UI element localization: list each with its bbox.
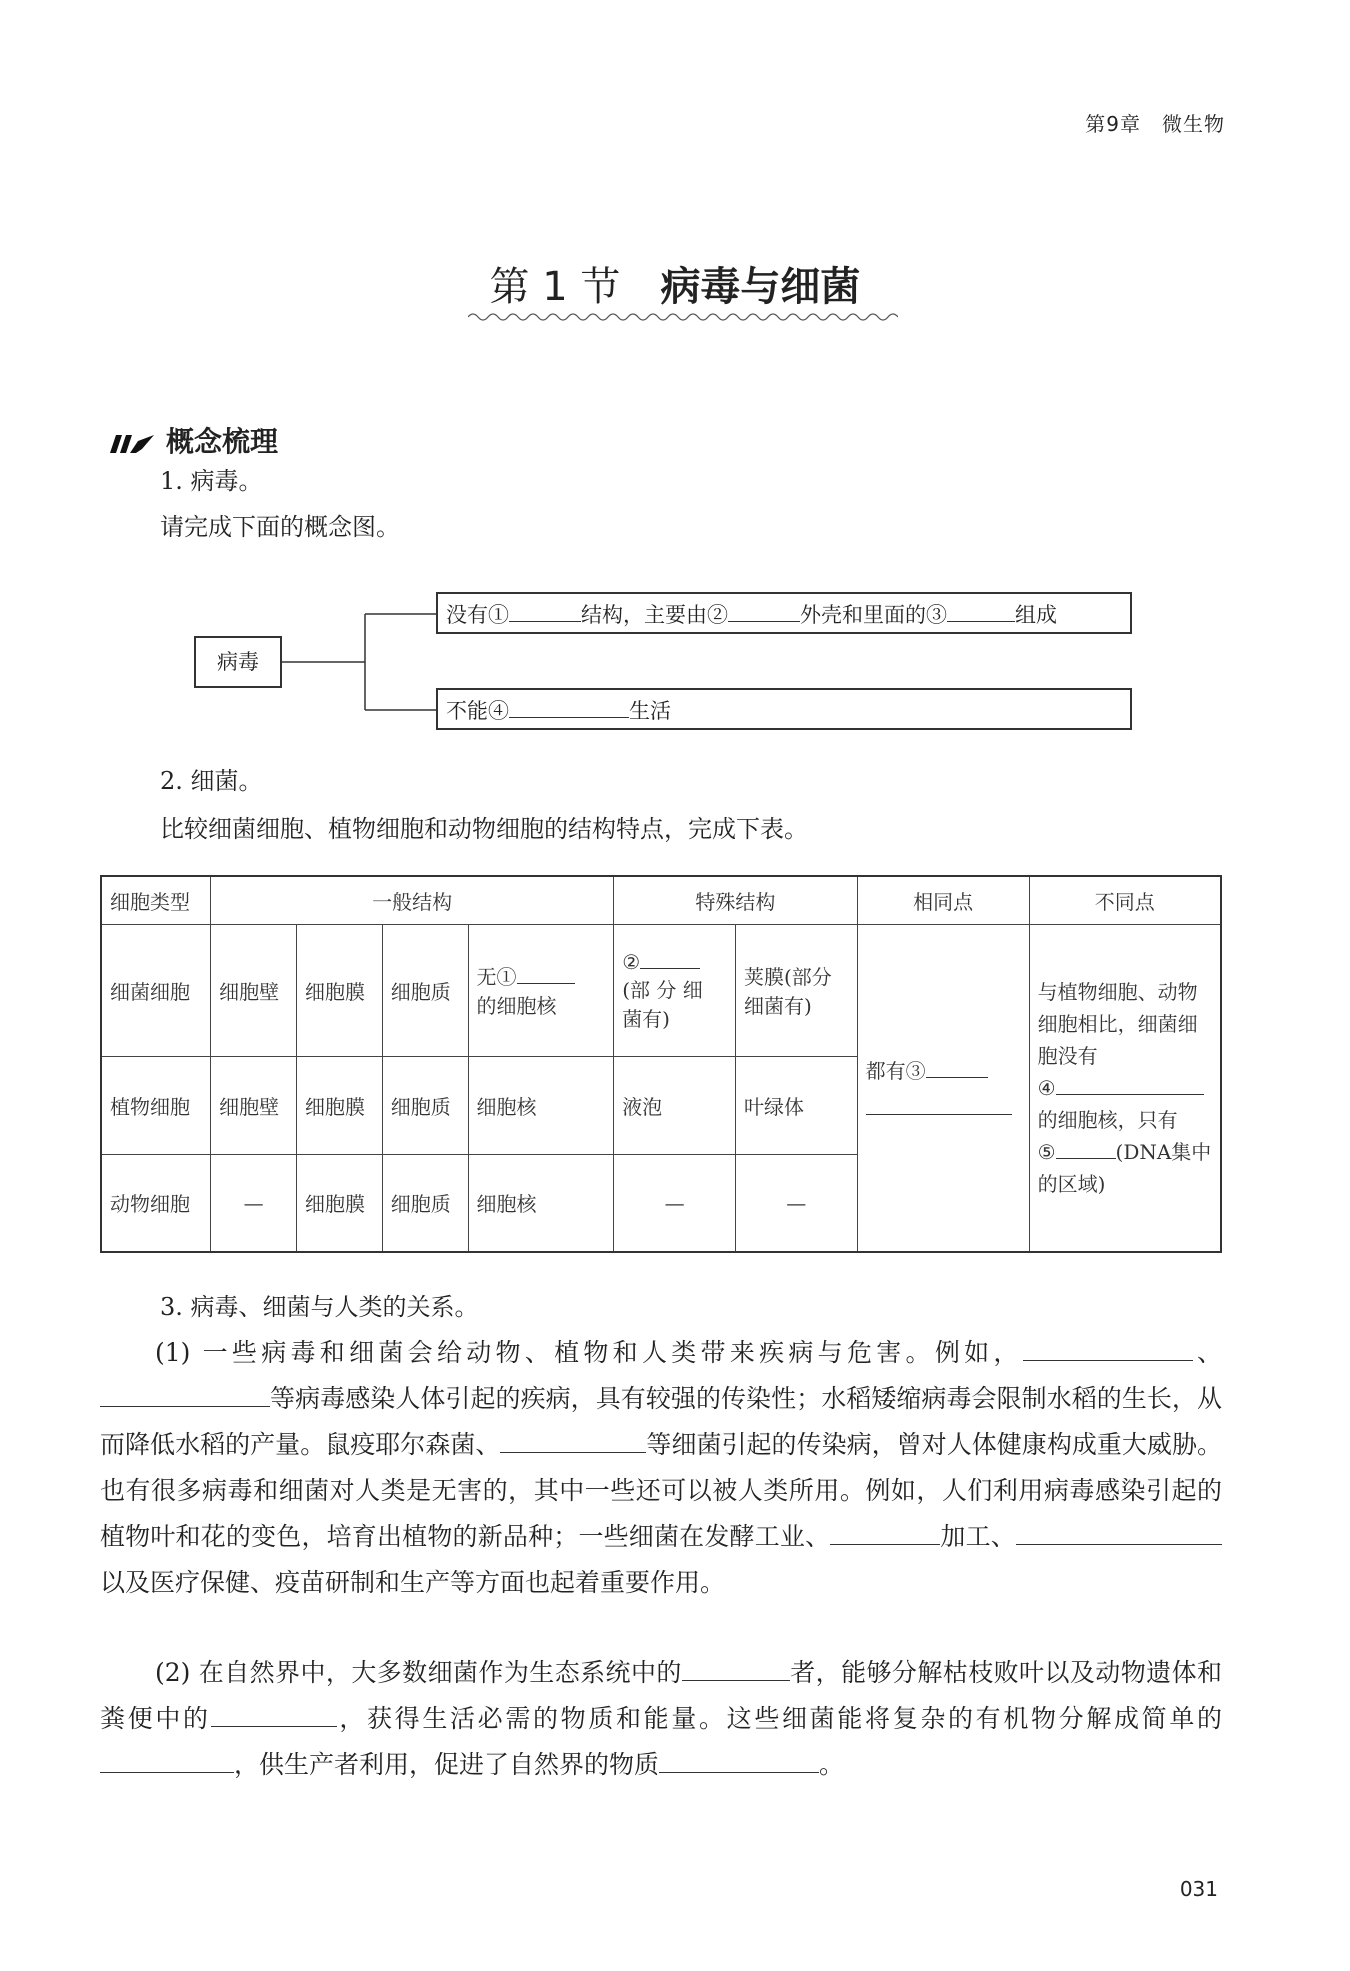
table-header-row	[101, 876, 1221, 924]
diff-text-4: ⑤	[1037, 1139, 1056, 1164]
cell-plant-nucleus: 细胞核	[468, 1056, 614, 1154]
branch1-text-2: 结构，主要由②	[581, 603, 728, 627]
page-number: 031	[1179, 1877, 1218, 1901]
p2-text-2: 者，能够分解枯枝败叶以及动物遗体和粪便中的	[100, 1658, 1222, 1733]
section-number: 第 1 节	[489, 264, 621, 310]
concept-branch-1	[436, 592, 1132, 634]
blank-9[interactable]	[1016, 1519, 1222, 1545]
diff-text-3: 的细胞核，只有	[1037, 1107, 1178, 1132]
blank-12[interactable]	[100, 1747, 234, 1773]
branch2-text-2: 生活	[629, 699, 671, 723]
cell-animal-name: 动物细胞	[101, 1154, 211, 1252]
cell-diff	[1029, 924, 1221, 1252]
cell-animal-cytoplasm: 细胞质	[382, 1154, 468, 1252]
p1-text-3: 等病毒感染人体引起的疾病，具有较强的传染性；水稻矮缩病毒会限制水稻的生长，从而降低水稻的产量。鼠疫耶尔森菌、	[100, 1384, 1222, 1459]
section-name: 病毒与细菌	[660, 264, 861, 310]
section-title	[0, 255, 1350, 312]
q3-paragraph-1	[100, 1330, 1222, 1606]
p1-text-4: 等细菌引起的传染病，曾对人体健康构成重大威胁。也有很多病毒和细菌对人类是无害的，其中一些还可以被人类所用。例如，人们利用病毒感染引起的植物叶和花的变色，培育出植物的新品种；一些细菌在发酵工业、	[100, 1430, 1222, 1551]
diff-text-1: 与植物细胞、动物细胞相比，细菌细胞没有	[1037, 979, 1198, 1068]
blank-8[interactable]	[830, 1519, 940, 1545]
blank-5[interactable]	[1023, 1335, 1193, 1361]
q1-label: 1. 病毒。	[160, 467, 263, 495]
cell-animal-membrane: 细胞膜	[296, 1154, 382, 1252]
q2-instruction: 比较细菌细胞、植物细胞和动物细胞的结构特点，完成下表。	[160, 815, 808, 843]
blank-1[interactable]	[509, 600, 581, 622]
p1-text-5: 加工、	[940, 1522, 1016, 1551]
cell-bacteria-nucleus	[468, 924, 614, 1056]
blank-13[interactable]	[659, 1747, 819, 1773]
cell-animal-special1: —	[614, 1154, 736, 1252]
section-heading	[108, 420, 278, 460]
cell-bacteria-special2: 荚膜(部分细菌有)	[735, 924, 857, 1056]
bacteria-nucleus-b: 的细胞核	[476, 994, 557, 1018]
q3-label: 3. 病毒、细菌与人类的关系。	[160, 1293, 479, 1321]
cell-animal-special2: —	[735, 1154, 857, 1252]
cell-bacteria-wall: 细胞壁	[211, 924, 297, 1056]
cell-plant-wall: 细胞壁	[211, 1056, 297, 1154]
cell-plant-membrane: 细胞膜	[296, 1056, 382, 1154]
blank-2[interactable]	[728, 600, 800, 622]
branch1-text-3: 外壳和里面的③	[800, 603, 947, 627]
th-special: 特殊结构	[614, 876, 857, 924]
blank-t4[interactable]	[1056, 1074, 1204, 1095]
cell-animal-wall: —	[211, 1154, 297, 1252]
p2-text-5: 。	[819, 1750, 845, 1779]
table-row-bacteria	[101, 924, 1221, 1056]
p1-text-2: 、	[1192, 1338, 1222, 1367]
diff-text-5: (DNA集中的区域)	[1037, 1139, 1212, 1196]
blank-10[interactable]	[682, 1655, 790, 1681]
th-type: 细胞类型	[101, 876, 211, 924]
blank-t1[interactable]	[517, 963, 575, 984]
p2-text-1: (2) 在自然界中，大多数细菌作为生态系统中的	[155, 1658, 682, 1687]
p1-text-1: (1) 一些病毒和细菌会给动物、植物和人类带来疾病与危害。例如，	[155, 1338, 1023, 1367]
th-diff: 不同点	[1029, 876, 1221, 924]
branch2-text-1: 不能④	[446, 699, 509, 723]
bacteria-special1-b: (部 分 细 菌有)	[622, 978, 703, 1031]
blank-11[interactable]	[211, 1701, 337, 1727]
blank-4[interactable]	[509, 696, 629, 718]
blank-6[interactable]	[100, 1381, 270, 1407]
diff-text-2: ④	[1037, 1075, 1056, 1100]
heading-bars-icon	[108, 431, 158, 455]
cell-animal-nucleus: 细胞核	[468, 1154, 614, 1252]
cell-plant-name: 植物细胞	[101, 1056, 211, 1154]
same-text: 都有③	[865, 1059, 926, 1084]
cell-bacteria-special1	[614, 924, 736, 1056]
cell-bacteria-name: 细菌细胞	[101, 924, 211, 1056]
bacteria-nucleus-a: 无①	[476, 965, 517, 989]
cell-same	[857, 924, 1029, 1252]
cell-bacteria-cytoplasm: 细胞质	[382, 924, 468, 1056]
p1-text-6: 以及医疗保健、疫苗研制和生产等方面也起着重要作用。	[100, 1568, 726, 1597]
cell-plant-cytoplasm: 细胞质	[382, 1056, 468, 1154]
blank-t2[interactable]	[640, 948, 700, 969]
cell-plant-special1: 液泡	[614, 1056, 736, 1154]
th-general: 一般结构	[211, 876, 614, 924]
blank-3[interactable]	[947, 600, 1015, 622]
q2-label: 2. 细菌。	[160, 767, 263, 795]
concept-map-connectors	[280, 612, 440, 732]
title-wavy-underline	[468, 310, 898, 324]
bacteria-special1-a: ②	[622, 950, 641, 974]
cell-plant-special2: 叶绿体	[735, 1056, 857, 1154]
p2-text-3: ，获得生活必需的物质和能量。这些细菌能将复杂的有机物分解成简单的	[336, 1704, 1222, 1733]
concept-branch-2	[436, 688, 1132, 730]
cell-comparison-table	[100, 875, 1222, 1253]
blank-t3b[interactable]	[866, 1094, 1012, 1115]
q3-paragraph-2	[100, 1650, 1222, 1788]
blank-t3[interactable]	[926, 1057, 988, 1078]
cell-bacteria-membrane: 细胞膜	[296, 924, 382, 1056]
blank-t5[interactable]	[1056, 1138, 1116, 1159]
blank-7[interactable]	[500, 1427, 646, 1453]
running-header: 第9章 微生物	[1085, 112, 1225, 136]
branch1-text-1: 没有①	[446, 603, 509, 627]
q1-instruction: 请完成下面的概念图。	[160, 513, 400, 541]
concept-root-box: 病毒	[194, 636, 282, 688]
th-same: 相同点	[857, 876, 1029, 924]
section-heading-text: 概念梳理	[166, 425, 279, 458]
branch1-text-4: 组成	[1015, 603, 1057, 627]
p2-text-4: ，供生产者利用，促进了自然界的物质	[234, 1750, 660, 1779]
